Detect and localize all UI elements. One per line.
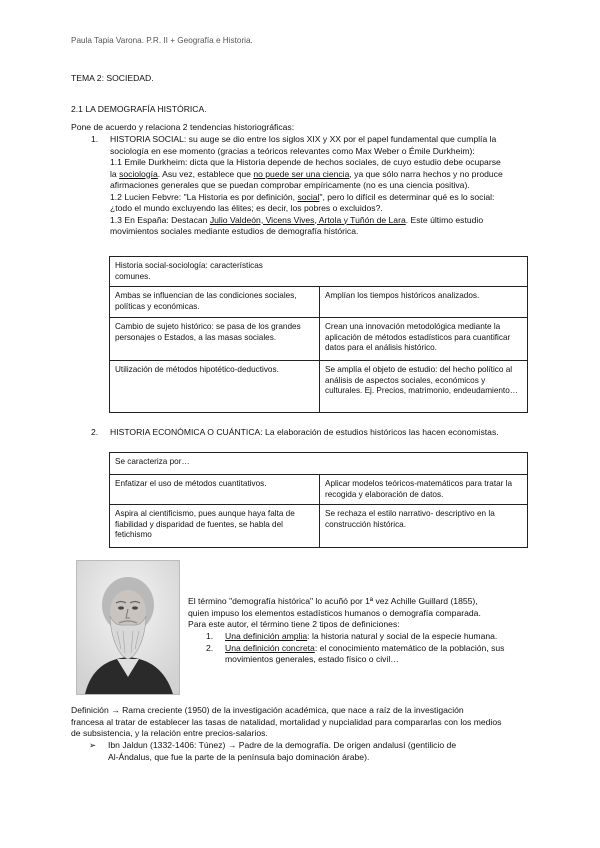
def1-underline: Una definición amplia [225,631,308,641]
item1-line6-a: 1.2 Lucien Febvre: "La Historia es por definición, [110,191,298,202]
item1-line4-underline-1: sociología [119,168,158,179]
table-cell: Ambas se influencian de las condiciones sociales, políticas y económicas. [110,287,320,318]
item1-line8-underline: Julio Valdeón, Vicens Vives, Artola y Tuñón de Lara [209,214,406,225]
list-number: 2. [206,642,214,653]
portrait-drawing [77,561,179,694]
list-number: 2. [91,427,99,437]
table-cell: Amplían los tiempos históricos analizados. [320,287,528,318]
bullet-line1: Ibn Jaldun (1332-1406: Túnez) → Padre de la demografía. De origen andalusí (gentilicio de [108,740,457,750]
item1-line7: ¿todo el mundo excluyendo las élites; es decir, los pobres o excluidos?. [110,203,383,213]
def1-text: : la historia natural y social de la especie humana. [307,631,498,641]
table-cell: Enfatizar el uso de métodos cuantitativos. [110,475,320,505]
table-cell: Se rechaza el estilo narrativo- descriptivo en la construcción histórica. [320,505,528,548]
bullet-line2: Al-Ándalus, que fue la parte de la península bajo dominación árabe). [108,751,370,762]
item1-line6 [110,192,494,203]
item1-line1 [110,134,496,145]
table-historia-economica [109,452,528,548]
table-cell: Crean una innovación metodológica mediante la aplicación de métodos estadísticos para cuantificar datos para el análisis histórico. [320,318,528,361]
intro-text: Pone de acuerdo y relaciona 2 tendencias historiográficas: [71,122,295,132]
definition-amplia [225,631,497,642]
item1-line8-b: . Este último estudio [405,214,484,225]
item1-line8 [110,215,483,226]
list-item-historia-economica [110,427,499,438]
item2-heading: HISTORIA ECONÓMICA O CUÁNTICA [110,427,261,437]
item1-line2: sociología en ese momento (gracias a teóricos relevantes como Max Weber o Émile Durkheim): [110,145,475,156]
item1-line6-underline: social [297,191,320,202]
list-number: 1. [91,134,99,144]
item1-line8-a: 1.3 En España: Destacan [110,214,210,225]
bullet-arrow-icon: ➢ [89,740,97,750]
table-cell: Cambio de sujeto histórico: se pasa de los grandes personajes o Estados, a las masas sociales. [110,318,320,361]
table-cell: Aspira al cientificismo, pues aunque haya falta de fiabilidad y disparidad de fuentes, se habla del fetichismo [110,505,320,548]
def2-underline: Una definición concreta [225,642,315,653]
table-historia-social [109,256,528,413]
item2-text: : La elaboración de estudios históricos las hacen economistas. [260,427,499,437]
definition-concreta-cont: movimientos generales, estado físico o civil… [225,654,399,664]
item1-line6-b: ", pero lo difícil es determinar qué es lo social: [319,191,495,202]
page-header: Paula Tapia Varona. P.R. II + Geografía e Historia. [71,36,253,45]
definition-concreta [225,643,504,654]
table-cell: Utilización de métodos hipotético-deductivos. [110,361,320,413]
table-header: Se caracteriza por… [110,453,528,475]
definition-line2: francesa al tratar de establecer las tasas de natalidad, mortalidad y nupcialidad para compararlas con los medios [71,716,502,727]
table-header: Historia social-sociología: características comunes. [110,257,528,287]
list-number: 1. [206,631,214,641]
item1-heading: HISTORIA SOCIAL [110,134,184,144]
definition-line1: Definición → Rama creciente (1950) de la investigación académica, que nace a raíz de la investigación [71,705,464,715]
item1-line4-c: , ya que sólo narra hechos y no produce [349,168,503,179]
item1-line4-a: la [110,168,120,179]
item1-line4-underline-2: no puede ser una ciencia [253,168,350,179]
guillard-line2: quien impuso los elementos estadísticos humanos o demografía comparada. [188,607,481,618]
item1-line3: 1.1 Emile Durkheim: dicta que la Historia depende de hechos sociales, de cuyo estudio debe ocuparse [110,157,501,167]
table-cell: Se amplía el objeto de estudio: del hecho político al análisis de aspectos sociales, económicos y culturales. Ej. Precios, matrimonio, endeudamiento… [320,361,528,413]
section-title: 2.1 LA DEMOGRAFÍA HISTÓRICA. [71,104,207,114]
def2-text: : el conocimiento matemático de la población, sus [314,642,505,653]
table-cell: Aplicar modelos teóricos-matemáticos para tratar la recogida y elaboración de datos. [320,475,528,505]
portrait-image [76,560,180,695]
item1-line4-b: . Asu vez, establece que [157,168,254,179]
definition-line3: de subsistencia, y la relación entre precios-salarios. [71,728,268,738]
item1-line9: movimientos sociales mediante estudios de demografía histórica. [110,226,359,236]
item1-line1-text: : su auge se dio entre los siglos XIX y XX por el papel fundamental que cumplía la [183,134,497,144]
theme-title: TEMA 2: SOCIEDAD. [71,73,154,83]
item1-line5: afirmaciones generales que se puedan comprobar empíricamente (no es una ciencia positiva). [110,180,470,190]
guillard-line1: El término "demografía histórica" lo acuñó por 1ª vez Achille Guillard (1855), [188,596,478,606]
item1-line4 [110,169,503,180]
guillard-line3: Para este autor, el término tiene 2 tipos de definiciones: [188,619,400,629]
